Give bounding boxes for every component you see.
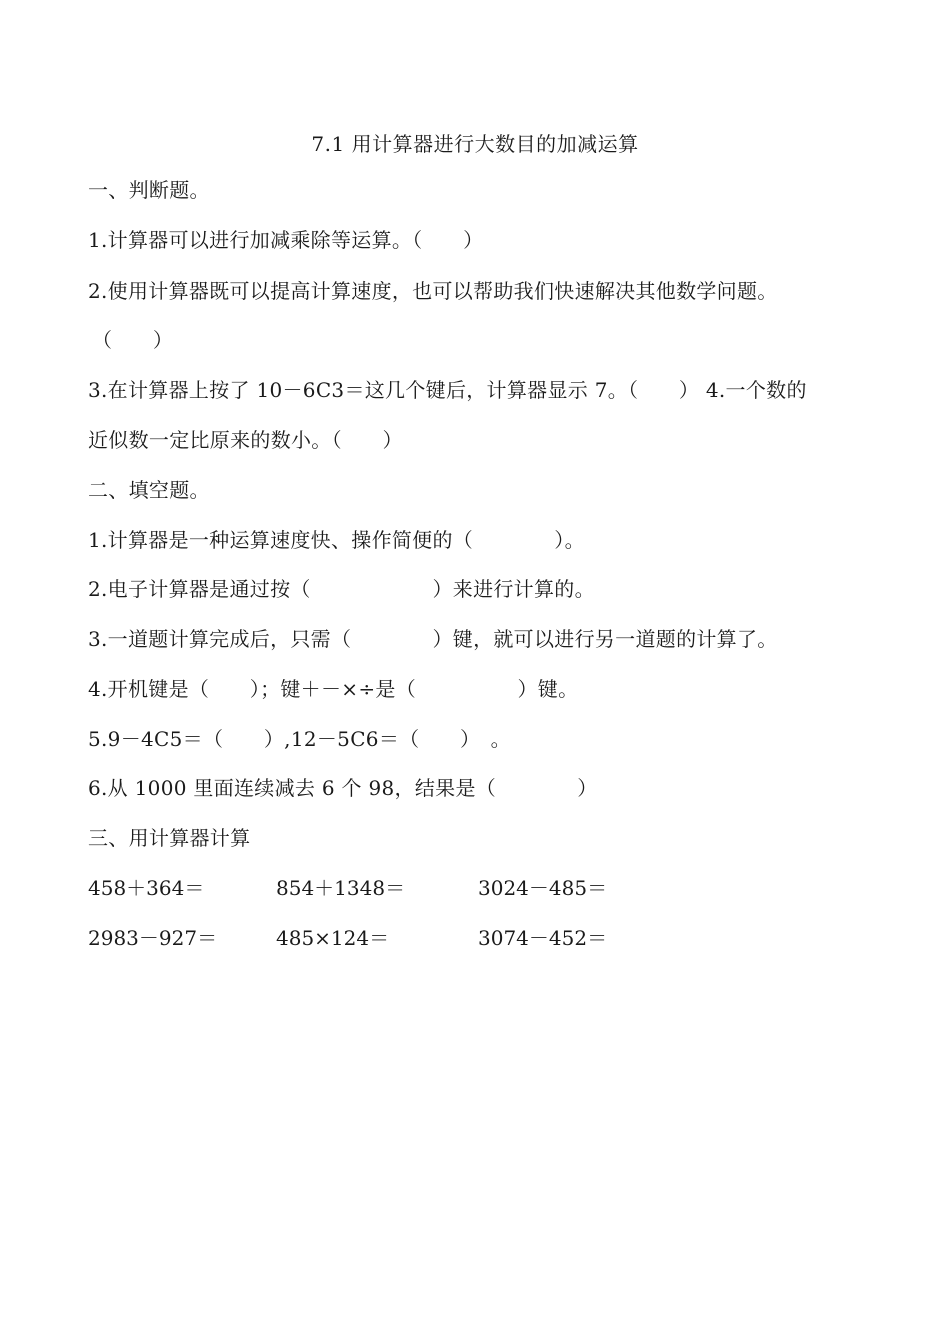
fill-question-1: 1.计算器是一种运算速度快、操作简便的（ ）。	[88, 528, 585, 552]
fill-question-6: 6.从 1000 里面连续减去 6 个 98，结果是（ ）	[88, 776, 598, 800]
calc-item: 3074－452＝	[478, 926, 608, 950]
calc-item: 3024－485＝	[478, 876, 608, 900]
calc-item: 854＋1348＝	[276, 876, 406, 900]
judge-question-1: 1.计算器可以进行加减乘除等运算。（ ）	[88, 228, 484, 252]
calc-item: 2983－927＝	[88, 926, 218, 950]
judge-question-4-line2: 近似数一定比原来的数小。（ ）	[88, 428, 403, 452]
fill-question-5: 5.9－4C5＝（ ）,12－5C6＝（ ） 。	[88, 727, 511, 751]
calc-item: 458＋364＝	[88, 876, 205, 900]
page-title: 7.1 用计算器进行大数目的加减运算	[311, 132, 639, 156]
fill-question-2: 2.电子计算器是通过按（ ）来进行计算的。	[88, 577, 595, 601]
section1-heading: 一、判断题。	[88, 178, 210, 202]
calc-item: 485×124＝	[276, 926, 390, 950]
judge-question-2-line2: （ ）	[92, 328, 174, 352]
fill-question-3: 3.一道题计算完成后，只需（ ）键，就可以进行另一道题的计算了。	[88, 627, 778, 651]
judge-question-3-line1: 3.在计算器上按了 10－6C3＝这几个键后，计算器显示 7。（ ） 4.一个数的	[88, 378, 807, 402]
judge-question-2-line1: 2.使用计算器既可以提高计算速度，也可以帮助我们快速解决其他数学问题。	[88, 279, 778, 303]
section3-heading: 三、用计算器计算	[88, 826, 251, 850]
section2-heading: 二、填空题。	[88, 478, 210, 502]
fill-question-4: 4.开机键是（ ）；键＋－×÷是（ ）键。	[88, 677, 579, 701]
